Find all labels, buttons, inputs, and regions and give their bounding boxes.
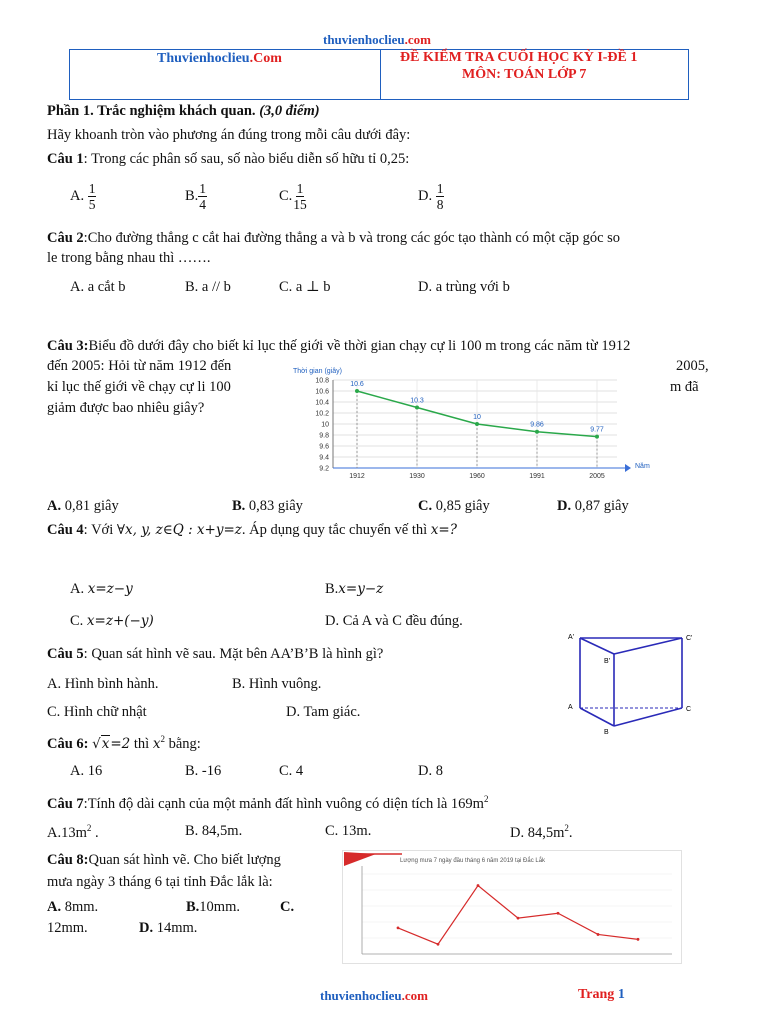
q3-prompt-line2-right: 2005, — [676, 358, 709, 374]
x-tick-label: 1930 — [409, 473, 425, 480]
x-axis-arrow-icon — [625, 464, 631, 472]
q3-prompt-line2-left: đến 2005: Hỏi từ năm 1912 đến — [47, 358, 232, 374]
record-chart — [285, 364, 650, 482]
fraction: $\frac{1}{5}$ — [88, 181, 96, 212]
q3-prompt-line4: giảm được bao nhiêu giây? — [47, 400, 205, 416]
q3-option-d[interactable]: D. 0,87 giây — [557, 498, 629, 514]
q7-prompt: Câu 7:Tính độ dài cạnh của một mảnh đất hình vuông có diện tích là $169m^2$ — [47, 794, 489, 812]
y-tick-labels — [315, 378, 329, 473]
site-link-top[interactable]: thuvienhoclieu.com — [323, 32, 431, 47]
chart-title: Lượng mưa 7 ngày đầu tháng 6 năm 2019 tại Đắc Lắk — [400, 858, 546, 864]
q8-prompt-line1: Câu 8:Quan sát hình vẽ. Cho biết lượng — [47, 852, 281, 868]
y-tick-label: 10.4 — [315, 399, 329, 407]
rainfall-chart — [342, 850, 682, 964]
fraction: $\frac{1}{4}$ — [199, 181, 207, 212]
q5-option-a[interactable]: A. Hình bình hành. — [47, 676, 159, 692]
vertex-label: A — [568, 704, 573, 711]
q6-prompt: Câu 6: √x=2 thì $x^2$ bằng: — [47, 734, 201, 752]
q3-option-c[interactable]: C. 0,85 giây — [418, 498, 490, 514]
x-tick-labels — [349, 473, 605, 480]
header-divider — [380, 50, 381, 99]
q6-option-c[interactable]: C. 4 — [279, 763, 304, 779]
header-site-name: Thuvienhoclieu.Com — [157, 51, 282, 66]
q3-option-b[interactable]: B. 0,83 giây — [232, 498, 303, 514]
data-label: 10 — [473, 414, 481, 421]
y-tick-label: 10.6 — [315, 388, 329, 396]
q7-option-b[interactable]: B. 84,5m. — [185, 823, 243, 839]
q4-option-a[interactable]: A. x=z−y — [70, 581, 133, 597]
q4-option-d[interactable]: D. Cả A và C đều đúng. — [325, 613, 463, 629]
q8-option-d[interactable]: D. 14mm. — [139, 920, 198, 936]
prism-edges — [580, 638, 682, 726]
q1-option-b[interactable]: B. $\frac{1}{4}$ — [185, 181, 207, 212]
q8-option-b[interactable]: B.10mm. — [186, 899, 240, 915]
prism-figure — [562, 630, 702, 738]
q3-prompt-line3-right: m đã — [670, 379, 699, 395]
y-tick-label: 9.4 — [319, 454, 329, 462]
y-tick-label: 9.6 — [319, 443, 329, 451]
y-tick-label: 10 — [321, 421, 329, 429]
q8-option-a[interactable]: A. 8mm. — [47, 899, 99, 915]
q4-option-c[interactable]: C. x=z+(−y) — [70, 613, 154, 629]
x-tick-label: 1960 — [469, 473, 485, 480]
vertex-label: C' — [686, 635, 693, 642]
q2-prompt-line2: le trong bằng nhau thì ……. — [47, 250, 211, 266]
y-axis-label: Thời gian (giây) — [293, 368, 342, 375]
data-point — [397, 927, 400, 930]
q2-option-c[interactable]: C. a ⊥ b — [279, 279, 331, 295]
q5-option-c[interactable]: C. Hình chữ nhật — [47, 704, 147, 720]
q5-option-d[interactable]: D. Tam giác. — [286, 704, 361, 720]
data-point — [477, 884, 480, 887]
q8-prompt-line2: mưa ngày 3 tháng 6 tại tỉnh Đắc lắk là: — [47, 874, 273, 890]
data-label: 10.3 — [410, 397, 424, 405]
y-tick-label: 9.2 — [319, 465, 329, 473]
q6-option-b[interactable]: B. -16 — [185, 763, 222, 779]
data-point — [355, 389, 359, 393]
q4-option-b[interactable]: B.x=y−z — [325, 581, 384, 597]
data-label: 10.6 — [350, 381, 364, 388]
y-tick-label: 10.2 — [315, 410, 329, 418]
data-point — [415, 406, 419, 410]
x-tick-label: 2005 — [589, 473, 605, 480]
section-title: Phần 1. Trắc nghiệm khách quan. (3,0 điểm) — [47, 103, 320, 119]
q3-option-a[interactable]: A. 0,81 giây — [47, 498, 119, 514]
data-point — [637, 938, 640, 941]
q2-option-b[interactable]: B. a // b — [185, 279, 231, 295]
section-instruction: Hãy khoanh tròn vào phương án đúng trong mỗi câu dưới đây: — [47, 127, 411, 143]
data-point — [535, 430, 539, 434]
q6-option-a[interactable]: A. 16 — [70, 763, 103, 779]
q7-option-c[interactable]: C. 13m. — [325, 823, 372, 839]
y-tick-label: 9.8 — [319, 432, 329, 440]
data-point — [517, 917, 520, 920]
q1-prompt: Câu 1: Trong các phân số sau, số nào biểu diễn số hữu tỉ 0,25: — [47, 151, 410, 167]
q8-option-c-key[interactable]: C. — [280, 899, 295, 915]
x-axis-label: Năm — [635, 463, 650, 470]
q7-option-d[interactable]: D. $84,5m^2$. — [510, 823, 573, 841]
data-point — [597, 933, 600, 936]
data-point — [437, 943, 440, 946]
q4-prompt: Câu 4: Với ∀x, y, z∈Q : x+y=z. Áp dụng quy tắc chuyển vế thì x=? — [47, 522, 457, 538]
exam-title: ĐỀ KIỂM TRA CUỐI HỌC KỲ I-ĐỀ 1 — [400, 50, 638, 65]
fraction: $\frac{1}{8}$ — [436, 181, 444, 212]
data-label: 9.86 — [530, 421, 544, 429]
page-number: Trang 1 — [578, 987, 625, 1002]
data-point — [475, 422, 479, 426]
data-point — [595, 435, 599, 439]
site-link-footer[interactable]: thuvienhoclieu.com — [320, 988, 428, 1003]
vertex-label: C — [686, 706, 692, 713]
q2-option-a[interactable]: A. a cắt b — [70, 279, 126, 295]
exam-subject: MÔN: TOÁN LỚP 7 — [462, 67, 587, 82]
q7-option-a[interactable]: $A.13m^2$ . — [47, 823, 99, 841]
q5-option-b[interactable]: B. Hình vuông. — [232, 676, 322, 692]
q1-option-c[interactable]: C. $\frac{1}{15}$ — [279, 181, 307, 212]
q3-prompt-line3-left: kỉ lục thế giới về chạy cự li 100 — [47, 379, 231, 395]
x-tick-label: 1991 — [529, 473, 545, 480]
q1-option-a[interactable]: A. $\frac{1}{5}$ — [70, 181, 96, 212]
sqrt-expression: √x=2 — [92, 735, 131, 752]
q2-prompt-line1: Câu 2:Cho đường thẳng c cắt hai đường thẳng a và b và trong các góc tạo thành có một cặp góc so — [47, 230, 621, 246]
vertex-label: B — [604, 729, 609, 736]
y-tick-label: 10.8 — [315, 377, 329, 385]
data-point — [557, 912, 560, 915]
x-tick-label: 1912 — [349, 473, 365, 480]
vertex-label: B' — [604, 658, 611, 665]
q6-option-d[interactable]: D. 8 — [418, 763, 443, 779]
q8-option-c[interactable]: 12mm. — [47, 920, 88, 936]
vertex-label: A' — [568, 634, 575, 641]
q1-option-d[interactable]: D. $\frac{1}{8}$ — [418, 181, 444, 212]
q5-prompt: Câu 5: Quan sát hình vẽ sau. Mặt bên AA’B’B là hình gì? — [47, 646, 384, 662]
q3-prompt-line1: Câu 3:Biểu đồ dưới đây cho biết kỉ lục thế giới về thời gian chạy cự li 100 m trong các năm từ 1912 — [47, 338, 631, 354]
q2-option-d[interactable]: D. a trùng với b — [418, 279, 510, 295]
chart-frame — [343, 851, 682, 964]
data-label: 9.77 — [590, 426, 604, 434]
fraction: $\frac{1}{15}$ — [293, 181, 307, 212]
